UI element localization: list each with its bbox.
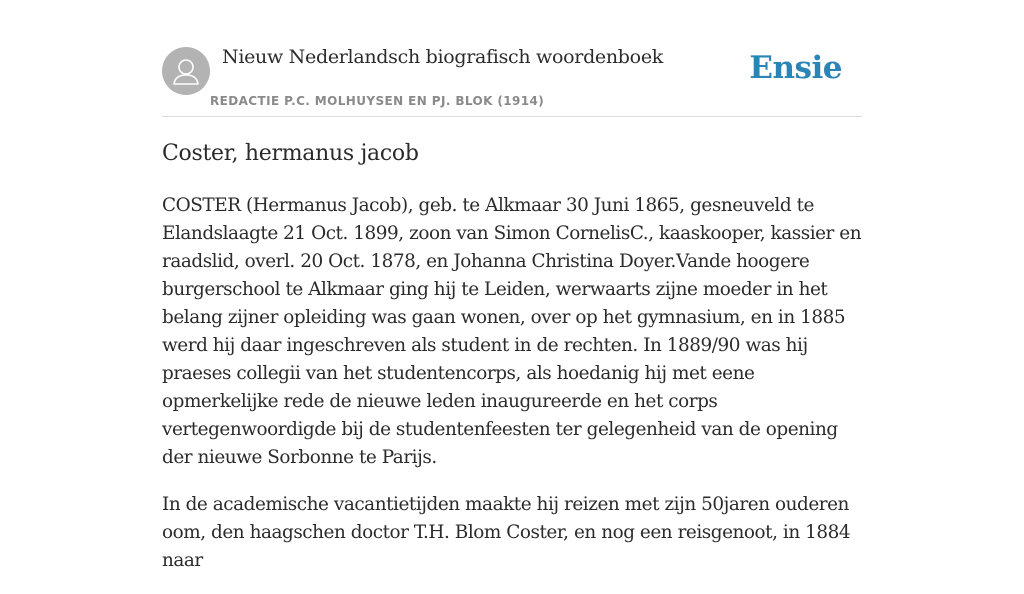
entry-body — [162, 192, 862, 594]
site-logo[interactable]: Ensie — [749, 50, 842, 86]
source-credit: REDACTIE P.C. MOLHUYSEN EN PJ. BLOK (1914) — [210, 94, 545, 108]
user-silhouette-icon — [162, 47, 210, 95]
avatar — [162, 47, 210, 95]
page — [162, 0, 862, 571]
source-header — [162, 0, 862, 117]
entry-paragraph: In de academische vacantietijden maakte hij reizen met zijn 50jaren ouderen oom, den haagschen doctor T.H. Blom Coster, en nog een reisgenoot, in 1884 naar — [162, 494, 851, 571]
source-title[interactable]: Nieuw Nederlandsch biografisch woordenboek — [222, 46, 663, 68]
entry-title: Coster, hermanus jacob — [162, 141, 419, 166]
entry-paragraph: COSTER (Hermanus Jacob), geb. te Alkmaar 30 Juni 1865, gesneuveld te Elandslaagte 21 Oct. 1899, zoon van Simon CornelisC., kaaskooper, kassier en raadslid, overl. 20 Oct. 1878, en Johanna Christina Doyer.Vande hoogere burgerschool te Alkmaar ging hij te Leiden, werwaarts zijne moeder in het belang zijner opleiding was gaan wonen, over op het gymnasium, en in 1885 werd hij daar ingeschreven als student in de rechten. In 1889/90 was hij praeses collegii van het studentencorps, als hoedanig hij met eene opmerkelijke rede de nieuwe leden inaugureerde en het corps vertegenwoordigde bij de studentenfeesten ter gelegenheid van de opening der nieuwe Sorbonne te Parijs. — [162, 195, 862, 468]
